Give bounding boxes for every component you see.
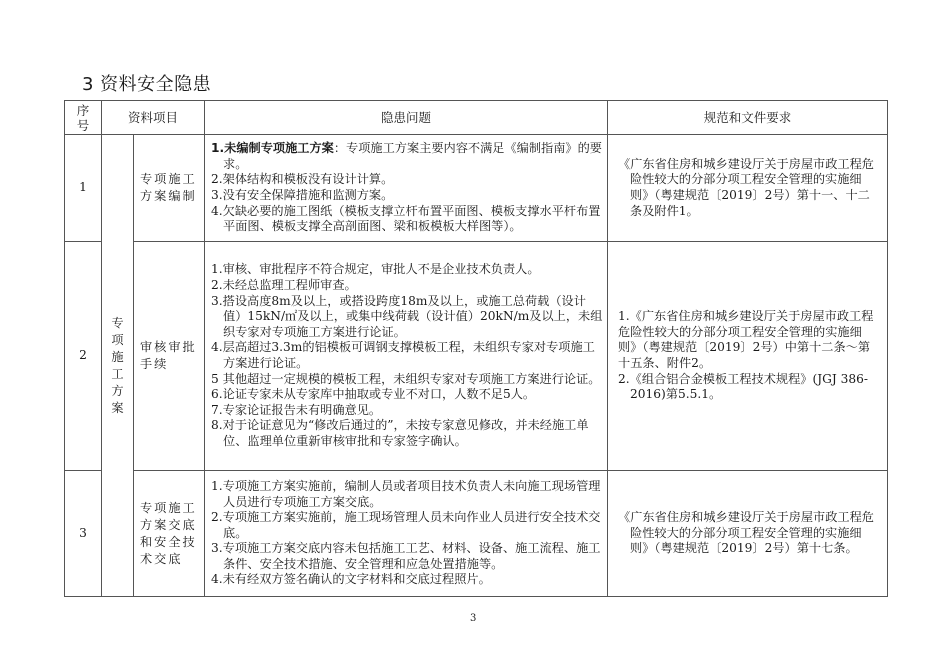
- issue-item: [211, 372, 603, 388]
- issue-text: 3.没有安全保障措施和监测方案。: [211, 188, 394, 202]
- issue-item: [211, 172, 603, 188]
- row-requirements: [608, 242, 888, 471]
- header-item: 资料项目: [102, 101, 205, 135]
- issue-text: ：专项施工方案主要内容不满足《编制指南》的要求。: [223, 141, 602, 171]
- row-requirements: [608, 471, 888, 597]
- issue-text: 2.架体结构和模板没有设计计算。: [211, 172, 394, 187]
- issue-item: [211, 510, 603, 541]
- category-label: 专项施工方案: [111, 315, 124, 415]
- table-row: [65, 471, 888, 597]
- issue-text: 8.对于论证意见为“修改后通过的”，未按专家意见修改，并未经施工单位、监理单位重新审核审批和专家签字确认。: [211, 418, 589, 448]
- category-cell: [102, 135, 134, 597]
- issue-bold-label: 1.未编制专项施工方案: [211, 141, 334, 156]
- section-title: 3 资料安全隐患: [82, 74, 212, 95]
- issue-item: [211, 387, 603, 403]
- row-item: 专项施工方案交底和安全技术交底: [134, 471, 205, 597]
- issue-text: 3.专项施工方案交底内容未包括施工工艺、材料、设备、施工流程、施工条件、安全技术措施、安全管理和应急处置措施等。: [211, 541, 601, 571]
- table-row: [65, 135, 888, 242]
- row-item: 专项施工方案编制: [134, 135, 205, 242]
- issue-text: 4.未有经双方签名确认的文字材料和交底过程照片。: [211, 572, 491, 587]
- row-issues: [205, 471, 608, 597]
- issue-item: [211, 294, 603, 341]
- row-requirements: [608, 135, 888, 242]
- issue-text: 4.欠缺必要的施工图纸（模板支撑立杆布置平面图、模板支撑水平杆布置平面图、模板支撑全高剖面图、梁和板模板大样图等）。: [211, 203, 601, 234]
- issue-text: 1.专项施工方案实施前，编制人员或者项目技术负责人未向施工现场管理人员进行专项施工方案交底。: [211, 478, 601, 509]
- header-issue: 隐患问题: [205, 101, 608, 135]
- issue-item: [211, 479, 603, 510]
- table-header-row: [65, 101, 888, 135]
- issue-text: 2.未经总监理工程师审查。: [211, 278, 357, 293]
- requirement-item: 《广东省住房和城乡建设厅关于房屋市政工程危险性较大的分部分项工程安全管理的实施细则》（粤建规范〔2019〕2号）第十一、十二条及附件1。: [618, 156, 874, 218]
- issue-text: 3.搭设高度8m及以上，或搭设跨度18m及以上，或施工总荷载（设计值）15kN/㎡及以上，或集中线荷载（设计值）20kN/m及以上，未组织专家对专项施工方案进行论证。: [211, 293, 603, 339]
- header-req: 规范和文件要求: [608, 101, 888, 135]
- issue-text: 4.层高超过3.3m的铝模板可调钢支撑模板工程，未组织专家对专项施工方案进行论证。: [211, 340, 595, 370]
- issue-text: 5 其他超过一定规模的模板工程，未组织专家对专项施工方案进行论证。: [211, 371, 601, 386]
- issue-item: [211, 340, 603, 371]
- row-item: 审核审批手续: [134, 242, 205, 471]
- issue-item: [211, 403, 603, 419]
- issue-item: [211, 141, 603, 172]
- table-row: [65, 242, 888, 471]
- issue-item: [211, 572, 603, 588]
- header-seq: 序号: [65, 101, 102, 135]
- requirement-item: 《广东省住房和城乡建设厅关于房屋市政工程危险性较大的分部分项工程安全管理的实施细则》（粤建规范〔2019〕2号）第十七条。: [618, 510, 874, 556]
- page-number: 3: [470, 613, 477, 624]
- hazard-table: [64, 100, 888, 597]
- row-issues: [205, 242, 608, 471]
- issue-item: [211, 541, 603, 572]
- row-seq: 2: [65, 242, 102, 471]
- row-issues: [205, 135, 608, 242]
- issue-item: [211, 188, 603, 204]
- row-seq: 1: [65, 135, 102, 242]
- issue-item: [211, 278, 603, 294]
- issue-text: 2.专项施工方案实施前，施工现场管理人员未向作业人员进行安全技术交底。: [211, 510, 601, 540]
- issue-text: 7.专家论证报告未有明确意见。: [211, 402, 382, 417]
- requirement-item: 2.《组合铝合金模板工程技术规程》(JGJ 386-2016)第5.5.1。: [618, 371, 868, 402]
- row-seq: 3: [65, 471, 102, 597]
- issue-item: [211, 262, 603, 278]
- issue-text: 6.论证专家未从专家库中抽取或专业不对口，人数不足5人。: [211, 387, 536, 402]
- requirement-item: 1.《广东省住房和城乡建设厅关于房屋市政工程危险性较大的分部分项工程安全管理的实施细则》（粤建规范〔2019〕2号）中第十二条～第十五条、附件2。: [618, 309, 874, 370]
- issue-text: 1.审核、审批程序不符合规定，审批人不是企业技术负责人。: [211, 262, 540, 277]
- issue-item: [211, 418, 603, 449]
- issue-item: [211, 204, 603, 235]
